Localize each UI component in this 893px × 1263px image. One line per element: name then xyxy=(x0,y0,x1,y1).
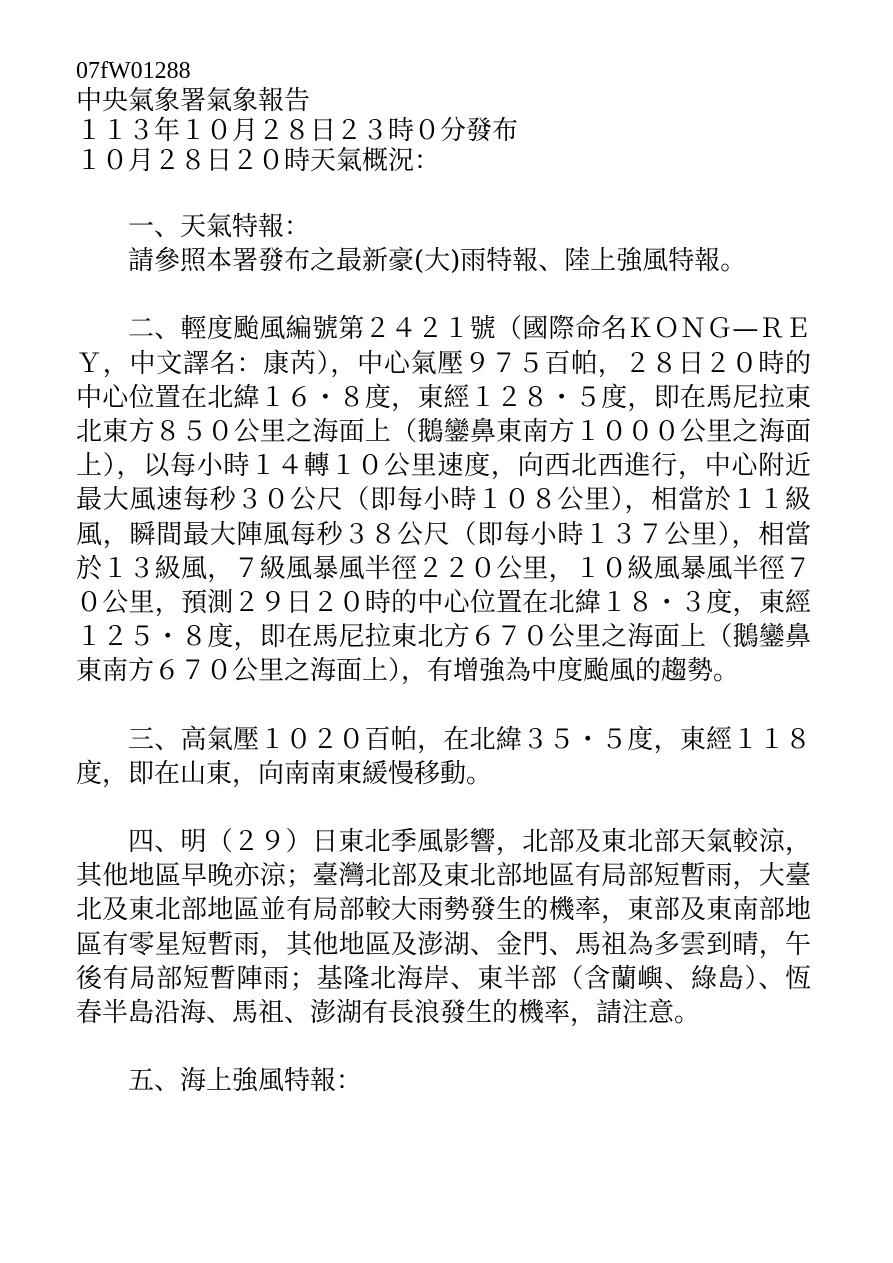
issue-time: １１３年１０月２８日２３時０分發布 xyxy=(76,116,519,146)
blank-line xyxy=(76,791,811,825)
section-1-body: 請參照本署發布之最新豪(大)雨特報、陸上強風特報。 xyxy=(128,246,747,277)
section-2-typhoon: 二、輕度颱風編號第２４２１號（國際命名ＫＯＮＧ—ＲＥＹ，中文譯名：康芮），中心氣壓９７５百帕，２８日２０時的中心位置在北緯１６・８度，東經１２８・５度，即在馬尼拉東北東方８５０公里之海面上（鵝鑾鼻東南方１０００公里之海面上），以每小時１４轉１０公里速度，向西北西進行，中心附近最大風速每秒３０公尺（即每小時１０８公里），相當於１１級風，瞬間最大陣風每秒３８公尺（即每小時１３７公里），相當於１３級風，７級風暴風半徑２２０公里，１０級風暴風半徑７０公里，預測２９日２０時的中心位置在北緯１８・３度，東經１２５・８度，即在馬尼拉東北方６７０公里之海面上（鵝鑾鼻東南方６７０公里之海面上），有增強為中度颱風的趨勢。 xyxy=(76,314,811,687)
section-4-forecast: 四、明（２９）日東北季風影響，北部及東北部天氣較涼，其他地區早晚亦涼；臺灣北部及東北部地區有局部短暫雨，大臺北及東北部地區並有局部較大雨勢發生的機率，東部及東南部地區有零星短暫雨，其他地區及澎湖、金門、馬祖為多雲到晴，午後有局部短暫陣雨；基隆北海岸、東半部（含蘭嶼、綠島）、恆春半島沿海、馬祖、澎湖有長浪發生的機率，請注意。 xyxy=(76,827,811,1029)
overview-title: １０月２８日２０時天氣概況： xyxy=(76,146,441,176)
section-3-high-pressure: 三、高氣壓１０２０百帕，在北緯３５・５度，東經１１８度，即在山東，向南南東緩慢移動。 xyxy=(76,724,811,789)
blank-line xyxy=(76,176,811,210)
section-1-heading: 一、天氣特報： xyxy=(128,212,311,242)
blank-line xyxy=(76,278,811,312)
section-5-heading: 五、海上強風特報： xyxy=(128,1066,363,1097)
agency-title: 中央氣象署氣象報告 xyxy=(76,86,311,116)
blank-line xyxy=(76,1030,811,1064)
document-id: 07fW01288 xyxy=(76,58,191,84)
report-document xyxy=(76,56,811,1098)
blank-line xyxy=(76,689,811,723)
